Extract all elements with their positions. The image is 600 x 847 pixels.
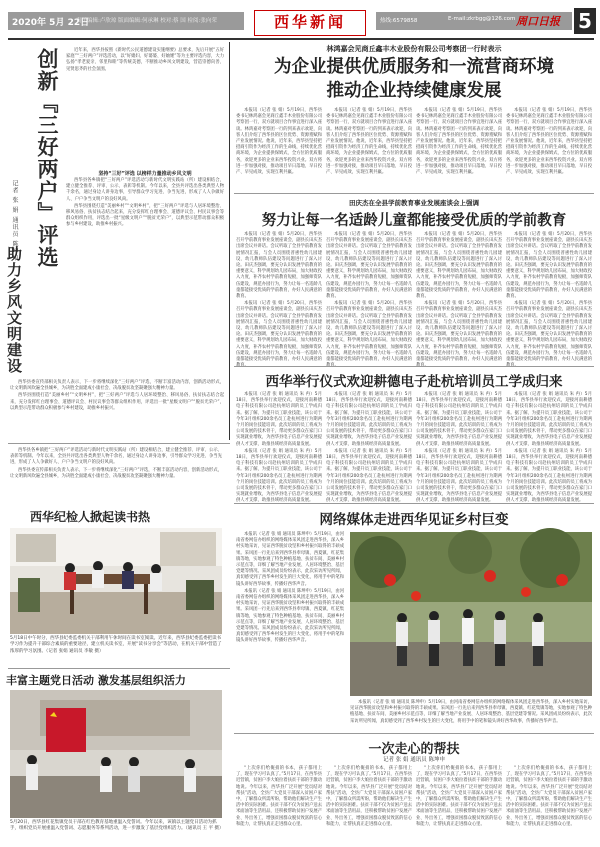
lead-left-byline: 记者 张 娟 通讯员 陈坤申 bbox=[11, 180, 18, 262]
training-para-2b: 本报讯（记者 张 娟 通讯员 朱 冉）5月18日，西华县举行欢迎仪式，迎接河南耕德电子科技有限公司赴杭州培训的员工学成归来。据了解，为提升员工职业技能，该公司于今年3月组织200余名员工赴杭州进行为期两个月的岗位技能培训。此次培训的员工将成为公司发展的技术骨干，带动更多群众在家门口实现就业增收，为西华县电子信息产业发展提供人才支撑，助推县域经济高质量发展。 bbox=[326, 448, 412, 504]
lead-left-para-1: 近年来，西华县按照《新时代公民道德建设实施纲要》总要求，先后开展“五好家庭”“三好两户”评选活动，以“好媳妇、好婆婆、好妯娌”等为主要评选内容，大力弘扬“孝老爱亲、邻里和睦”等传统美德，不断推动乡风文明建设，营造崇德向善、见贤思齐的社会氛围。 bbox=[66, 48, 224, 72]
help-col-4 bbox=[506, 766, 592, 842]
masthead-rule bbox=[8, 38, 594, 40]
divider-5 bbox=[234, 503, 594, 504]
education-para-3b: 本报讯（记者 张 娟）5月20日，西华县召开学前教育事业发展座谈会，副县长田庆杰出席会议并讲话。会议听取了全县学前教育发展情况汇报，与会人员围绕普惠性幼儿园建设、幼儿教师队伍建设等问题进行了深入讨论。田庆杰强调，要充分认识发展学前教育的重要意义，科学规划幼儿园布局，加大财政投入力度，补齐农村学前教育短板，加强师资队伍建设，规范办园行为，努力让每一名适龄儿童都能接受优质的学前教育，办好人民满意的 bbox=[416, 301, 502, 363]
help-para-2: “上次你们给俺捐的书本，孩子都用上了，现在学习可认真了。”5月17日，在西华县迟营镇，贫困户李大娘拉着扶贫干部的手激动地说。今年以来，西华县广泛开展“党员结对帮扶”活动，全县广大党员干部深入贫困户家中，了解群众所需所盼，帮助他们解决生产生活中的实际困难。扶贫干部不仅为贫困户送去米面油等生活用品，还积极帮助贫困户发展产业、外出务工，增强贫困群众脱贫致富的信心和能力，让帮扶真正走进群众心里。 bbox=[326, 766, 412, 827]
lead-left-subhead: 坚持“三好”评选 以榜样力量推动乡风文明 bbox=[98, 171, 192, 177]
hotline: 热线:6579858 bbox=[380, 18, 418, 24]
help-para-4: “上次你们给俺捐的书本，孩子都用上了，现在学习可认真了。”5月17日，在西华县迟营镇，贫困户李大娘拉着扶贫干部的手激动地说。今年以来，西华县广泛开展“党员结对帮扶”活动，全县广大党员干部深入贫困户家中，了解群众所需所盼，帮助他们解决生产生活中的实际困难。扶贫干部不仅为贫困户送去米面油等生活用品，还积极帮助贫困户发展产业、外出务工，增强贫困群众脱贫致富的信心和能力，让帮扶真正走进群众心里。 bbox=[506, 766, 592, 827]
training-col-3 bbox=[416, 392, 502, 504]
education-para-4: 本报讯（记者 张 娟）5月20日，西华县召开学前教育事业发展座谈会，副县长田庆杰出席会议并讲话。会议听取了全县学前教育发展情况汇报，与会人员围绕普惠性幼儿园建设、幼儿教师队伍建设等问题进行了深入讨论。田庆杰强调，要充分认识发展学前教育的重要意义，科学规划幼儿园布局，加大财政投入力度，补齐农村学前教育短板，加强师资队伍建设，规范办园行为，努力让每一名适龄儿童都能接受优质的学前教育，办好人民满意的教育。 bbox=[506, 232, 592, 300]
lead-left-body bbox=[66, 48, 224, 168]
education-kicker: 田庆杰在全县学前教育事业发展座谈会上强调 bbox=[349, 199, 479, 207]
reading-headline: 西华纪检人掀起读书热 bbox=[30, 510, 151, 524]
left-continuation-para-1: 西华县各乡镇把“三好两户”评选活动与新时代文明实践站（所）建设相结合，建立健全推荐、评审、公示、表彰等机制。今年以来，全县共评选出各类典型人物千余名，通过身边人讲身边事，引导群众学习先进、争当先进，形成了人人争做好人、户户争当文明户的良好风尚。 bbox=[10, 448, 222, 466]
lead-main-col-4 bbox=[506, 108, 592, 190]
training-headline: 西华举行仪式欢迎耕德电子赴杭培训员工学成归来 bbox=[265, 374, 563, 390]
help-para-1: “上次你们给俺捐的书本，孩子都用上了，现在学习可认真了。”5月17日，在西华县迟营镇，贫困户李大娘拉着扶贫干部的手激动地说。今年以来，西华县广泛开展“党员结对帮扶”活动，全县广大党员干部深入贫困户家中，了解群众所需所盼，帮助他们解决生产生活中的实际困难。扶贫干部不仅为贫困户送去米面油等生活用品，还积极帮助贫困户发展产业、外出务工，增强贫困群众脱贫致富的信心和能力，让帮扶真正走进群众心里。 bbox=[236, 766, 322, 827]
education-para-1b: 本报讯（记者 张 娟）5月20日，西华县召开学前教育事业发展座谈会，副县长田庆杰出席会议并讲话。会议听取了全县学前教育发展情况汇报，与会人员围绕普惠性幼儿园建设、幼儿教师队伍建设等问题进行了深入讨论。田庆杰强调，要充分认识发展学前教育的重要意义，科学规划幼儿园布局，加大财政投入力度，补齐农村学前教育短板，加强师资队伍建设，规范办园行为，努力让每一名适龄儿童都能接受优质的学前教育，办好人民满意的 bbox=[236, 301, 322, 363]
email: E-mail:zkrbgg@126.com bbox=[448, 16, 516, 22]
education-col-1 bbox=[236, 232, 322, 362]
help-col-2 bbox=[326, 766, 412, 842]
lead-main-para-3: 本报讯（记者 张 娟）5月19日，西华县委书记林鸿嘉会见商丘鑫丰木业股份有限公司考察团一行，双方就项目合作事宜进行深入座谈。林鸿嘉对考察团一行的到来表示欢迎，向客人们介绍了西华县的区位优势、资源禀赋和产业发展情况。他说，近年来，西华县坚持把招商引资作为经济工作的生命线，持续优化营商环境，为企业提供保姆式、全方位的优质服务，欢迎更多的企业来西华投资兴业。双方将进一步加强对接，推动项目早日落地、早日投产、早见成效，实现互利共赢。 bbox=[416, 108, 502, 176]
media-headline: 网络媒体走进西华见证乡村巨变 bbox=[319, 512, 509, 528]
lead-main-headline-1: 为企业提供优质服务和一流营商环境 bbox=[274, 57, 554, 77]
lead-left-para-5: 西华县围绕打造“美丽乡村”“文明乡村”，把“三好两户”评选与人居环境整治、移风易俗、扶贫扶志结合起来，充分发挥红白理事会、道德评议会、村民议事会等群众组织作用，评选出一批“星级文明户”“脱贫光荣户”，以典型示范带动群众积极参与乡村建设，助推乡村振兴。 bbox=[10, 393, 224, 411]
lead-main-col-2 bbox=[326, 108, 412, 190]
help-headline: 一次走心的帮扶 bbox=[368, 742, 460, 757]
media-para-3: 本报讯（记者 张 娟 通讯员 陈坤申）5月19日，由河南省委网信办组织的网络媒体采风团走进西华县，深入乡村实地采访，见证西华脱贫攻坚和乡村振兴取得的丰硕成果。采风团一行先后来到西华县奉母镇、西夏镇、红花集镇等地，实地参观了特色种植基地、扶贫车间、美丽乡村示范点等，详细了解当地产业发展、人居环境整治、基层党建等情况。采风团成员纷纷表示，此次采访所见所闻，真切感受到了西华乡村发生的巨大变化，将用手中的笔和镜头讲好西华故事，传播好西华声音。 bbox=[350, 700, 592, 724]
education-col-2 bbox=[326, 232, 412, 362]
training-col-1 bbox=[236, 392, 322, 504]
media-visit-illustration bbox=[350, 532, 592, 696]
party-headline: 丰富主题党日活动 激发基层组织活力 bbox=[6, 674, 186, 687]
lead-left-body-3 bbox=[10, 380, 224, 442]
lead-left-para-3: 西华县围绕打造“美丽乡村”“文明乡村”，把“三好两户”评选与人居环境整治、移风易俗、扶贫扶志结合起来，充分发挥红白理事会、道德评议会、村民议事会等群众组织作用，评选出一批“星级文明户”“脱贫光荣户”，以典型示范带动群众积极参与乡村建设，助推乡村振兴。 bbox=[66, 203, 224, 228]
divider-1 bbox=[234, 193, 594, 194]
lead-main-col-3 bbox=[416, 108, 502, 190]
help-col-1 bbox=[236, 766, 322, 842]
page-number: 5 bbox=[574, 8, 596, 34]
issue-date: 2020年 5月 22日 bbox=[12, 18, 90, 28]
media-visit-photo bbox=[350, 532, 592, 696]
media-para-2: 本报讯（记者 张 娟 通讯员 陈坤申）5月19日，由河南省委网信办组织的网络媒体采风团走进西华县，深入乡村实地采访，见证西华脱贫攻坚和乡村振兴取得的丰硕成果。采风团一行先后来到西华县奉母镇、西夏镇、红花集镇等地，实地参观了特色种植基地、扶贫车间、美丽乡村示范点等，详细了解当地产业发展、人居环境整治、基层党建等情况。采风团成员纷纷表示，此次采访所见所闻，真切感受到了西华乡村发生的巨大变化，将用手中的笔和镜头讲好西华故事，传播好西华声音。 bbox=[236, 588, 344, 644]
left-continuation-para-2: 西华县委宣传部相关负责人表示，下一步将继续深化“三好两户”评选，不断丰富活动内容，创新活动形式，让文明新风吹遍全县城乡，为决胜全面建成小康社会、决战脱贫攻坚凝聚强大精神力量。 bbox=[10, 467, 222, 479]
training-para-3b: 本报讯（记者 张 娟 通讯员 朱 冉）5月18日，西华县举行欢迎仪式，迎接河南耕德电子科技有限公司赴杭州培训的员工学成归来。据了解，为提升员工职业技能，该公司于今年3月组织200余名员工赴杭州进行为期两个月的岗位技能培训。此次培训的员工将成为公司发展的技术骨干，带动更多群众在家门口实现就业增收，为西华县电子信息产业发展提供人才支撑，助推县域经济高质量发展。 bbox=[416, 448, 502, 504]
masthead bbox=[8, 6, 594, 40]
education-para-3: 本报讯（记者 张 娟）5月20日，西华县召开学前教育事业发展座谈会，副县长田庆杰出席会议并讲话。会议听取了全县学前教育发展情况汇报，与会人员围绕普惠性幼儿园建设、幼儿教师队伍建设等问题进行了深入讨论。田庆杰强调，要充分认识发展学前教育的重要意义，科学规划幼儿园布局，加大财政投入力度，补齐农村学前教育短板，加强师资队伍建设，规范办园行为，努力让每一名适龄儿童都能接受优质的学前教育，办好人民满意的教育。 bbox=[416, 232, 502, 300]
divider-2 bbox=[234, 366, 594, 367]
left-continuation bbox=[10, 448, 222, 504]
column-divider bbox=[229, 42, 230, 440]
editor-credits: 责任编辑:卢欣琼 版面编辑:何承琳 校对:蔡 国 检阅:张向荣 bbox=[76, 18, 217, 24]
training-col-2 bbox=[326, 392, 412, 504]
lead-main-col-1 bbox=[236, 108, 322, 190]
lead-left-para-2: 西华县各乡镇把“三好两户”评选活动与新时代文明实践站（所）建设相结合，建立健全推荐、评审、公示、表彰等机制。今年以来，全县共评选出各类典型人物千余名，通过身边人讲身边事，引导群众学习先进、争当先进，形成了人人争做好人、户户争当文明户的良好风尚。 bbox=[66, 178, 224, 202]
lead-main-kicker: 林鸿嘉会见商丘鑫丰木业股份有限公司考察团一行时表示 bbox=[326, 45, 502, 53]
newspaper-logo: 周口日报 bbox=[516, 15, 560, 28]
media-col-2 bbox=[350, 700, 592, 732]
education-para-4b: 本报讯（记者 张 娟）5月20日，西华县召开学前教育事业发展座谈会，副县长田庆杰出席会议并讲话。会议听取了全县学前教育发展情况汇报，与会人员围绕普惠性幼儿园建设、幼儿教师队伍建设等问题进行了深入讨论。田庆杰强调，要充分认识发展学前教育的重要意义，科学规划幼儿园布局，加大财政投入力度，补齐农村学前教育短板，加强师资队伍建设，规范办园行为，努力让每一名适龄儿童都能接受优质的学前教育，办好人民满意的 bbox=[506, 301, 592, 363]
section-title: 西华新闻 bbox=[254, 10, 366, 36]
party-day-photo bbox=[10, 690, 222, 818]
lead-main-para-4: 本报讯（记者 张 娟）5月19日，西华县委书记林鸿嘉会见商丘鑫丰木业股份有限公司考察团一行，双方就项目合作事宜进行深入座谈。林鸿嘉对考察团一行的到来表示欢迎，向客人们介绍了西华县的区位优势、资源禀赋和产业发展情况。他说，近年来，西华县坚持把招商引资作为经济工作的生命线，持续优化营商环境，为企业提供保姆式、全方位的优质服务，欢迎更多的企业来西华投资兴业。双方将进一步加强对接，推动项目早日落地、早日投产、早见成效，实现互利共赢。 bbox=[506, 108, 592, 176]
training-para-2: 本报讯（记者 张 娟 通讯员 朱 冉）5月18日，西华县举行欢迎仪式，迎接河南耕德电子科技有限公司赴杭州培训的员工学成归来。据了解，为提升员工职业技能，该公司于今年3月组织200余名员工赴杭州进行为期两个月的岗位技能培训。此次培训的员工将成为公司发展的技术骨干，带动更多群众在家门口实现就业增收，为西华县电子信息产业发展提供人才支撑，助推县域经济高质量发展。 bbox=[326, 392, 412, 447]
lead-main-headline-2: 推动企业持续健康发展 bbox=[326, 81, 502, 101]
help-para-3: “上次你们给俺捐的书本，孩子都用上了，现在学习可认真了。”5月17日，在西华县迟营镇，贫困户李大娘拉着扶贫干部的手激动地说。今年以来，西华县广泛开展“党员结对帮扶”活动，全县广大党员干部深入贫困户家中，了解群众所需所盼，帮助他们解决生产生活中的实际困难。扶贫干部不仅为贫困户送去米面油等生活用品，还积极帮助贫困户发展产业、外出务工，增强贫困群众脱贫致富的信心和能力，让帮扶真正走进群众心里。 bbox=[416, 766, 502, 827]
education-col-3 bbox=[416, 232, 502, 362]
training-para-4: 本报讯（记者 张 娟 通讯员 朱 冉）5月18日，西华县举行欢迎仪式，迎接河南耕德电子科技有限公司赴杭州培训的员工学成归来。据了解，为提升员工职业技能，该公司于今年3月组织200余名员工赴杭州进行为期两个月的岗位技能培训。此次培训的员工将成为公司发展的技术骨干，带动更多群众在家门口实现就业增收，为西华县电子信息产业发展提供人才支撑，助推县域经济高质量发展。 bbox=[506, 392, 592, 447]
divider-6 bbox=[234, 733, 594, 734]
training-para-4b: 本报讯（记者 张 娟 通讯员 朱 冉）5月18日，西华县举行欢迎仪式，迎接河南耕德电子科技有限公司赴杭州培训的员工学成归来。据了解，为提升员工职业技能，该公司于今年3月组织200余名员工赴杭州进行为期两个月的岗位技能培训。此次培训的员工将成为公司发展的技术骨干，带动更多群众在家门口实现就业增收，为西华县电子信息产业发展提供人才支撑，助推县域经济高质量发展。 bbox=[506, 448, 592, 504]
lead-left-headline-1: 创新『三好两户』评选 bbox=[35, 48, 60, 268]
media-para-1: 本报讯（记者 张 娟 通讯员 陈坤申）5月19日，由河南省委网信办组织的网络媒体采风团走进西华县，深入乡村实地采访，见证西华脱贫攻坚和乡村振兴取得的丰硕成果。采风团一行先后来到西华县奉母镇、西夏镇、红花集镇等地，实地参观了特色种植基地、扶贫车间、美丽乡村示范点等，详细了解当地产业发展、人居环境整治、基层党建等情况。采风团成员纷纷表示，此次采访所见所闻，真切感受到了西华乡村发生的巨大变化，将用手中的笔和镜头讲好西华故事，传播好西华声音。 bbox=[236, 532, 344, 587]
lead-left-para-4: 西华县委宣传部相关负责人表示，下一步将继续深化“三好两户”评选，不断丰富活动内容，创新活动形式，让文明新风吹遍全县城乡，为决胜全面建成小康社会、决战脱贫攻坚凝聚强大精神力量。 bbox=[10, 380, 224, 392]
divider-4 bbox=[8, 668, 230, 669]
education-para-2b: 本报讯（记者 张 娟）5月20日，西华县召开学前教育事业发展座谈会，副县长田庆杰出席会议并讲话。会议听取了全县学前教育发展情况汇报，与会人员围绕普惠性幼儿园建设、幼儿教师队伍建设等问题进行了深入讨论。田庆杰强调，要充分认识发展学前教育的重要意义，科学规划幼儿园布局，加大财政投入力度，补齐农村学前教育短板，加强师资队伍建设，规范办园行为，努力让每一名适龄儿童都能接受优质的学前教育，办好人民满意的 bbox=[326, 301, 412, 363]
help-col-3 bbox=[416, 766, 502, 842]
training-para-1b: 本报讯（记者 张 娟 通讯员 朱 冉）5月18日，西华县举行欢迎仪式，迎接河南耕德电子科技有限公司赴杭州培训的员工学成归来。据了解，为提升员工职业技能，该公司于今年3月组织200余名员工赴杭州进行为期两个月的岗位技能培训。此次培训的员工将成为公司发展的技术骨干，带动更多群众在家门口实现就业增收，为西华县电子信息产业发展提供人才支撑，助推县域经济高质量发展。 bbox=[236, 448, 322, 504]
party-caption: 5月20日，西华县红花集镇党员干部在红色教育基地重温入党誓词。今年以来，该镇以主题党日活动为抓手，组织党员开展重温入党誓词、志愿服务等系列活动，进一步激发了基层党组织活力。（通讯员 王 平 摄） bbox=[10, 820, 224, 832]
education-para-2: 本报讯（记者 张 娟）5月20日，西华县召开学前教育事业发展座谈会，副县长田庆杰出席会议并讲话。会议听取了全县学前教育发展情况汇报，与会人员围绕普惠性幼儿园建设、幼儿教师队伍建设等问题进行了深入讨论。田庆杰强调，要充分认识发展学前教育的重要意义，科学规划幼儿园布局，加大财政投入力度，补齐农村学前教育短板，加强师资队伍建设，规范办园行为，努力让每一名适龄儿童都能接受优质的学前教育，办好人民满意的教育。 bbox=[326, 232, 412, 300]
training-para-1: 本报讯（记者 张 娟 通讯员 朱 冉）5月18日，西华县举行欢迎仪式，迎接河南耕德电子科技有限公司赴杭州培训的员工学成归来。据了解，为提升员工职业技能，该公司于今年3月组织200余名员工赴杭州进行为期两个月的岗位技能培训。此次培训的员工将成为公司发展的技术骨干，带动更多群众在家门口实现就业增收，为西华县电子信息产业发展提供人才支撑，助推县域经济高质量发展。 bbox=[236, 392, 322, 447]
education-col-4 bbox=[506, 232, 592, 362]
help-byline: 记者 张 娟 通讯员 陈坤申 bbox=[383, 757, 445, 763]
party-day-illustration bbox=[10, 690, 222, 818]
reading-caption: 5月18日中午时分，西华县纪委监委机关干部利用午休时间在读书室阅读。近年来，西华县纪委监委把读书学习作为提升干部综合素质的重要途径，建立机关读书室，开展“读书分享会”等活动，在机关干部中营造了浓厚的学习氛围。（记者 张娟 通讯员 李敏 摄） bbox=[10, 636, 222, 654]
education-headline: 努力让每一名适龄儿童都能接受优质的学前教育 bbox=[261, 212, 567, 229]
lead-main-para-2: 本报讯（记者 张 娟）5月19日，西华县委书记林鸿嘉会见商丘鑫丰木业股份有限公司考察团一行，双方就项目合作事宜进行深入座谈。林鸿嘉对考察团一行的到来表示欢迎，向客人们介绍了西华县的区位优势、资源禀赋和产业发展情况。他说，近年来，西华县坚持把招商引资作为经济工作的生命线，持续优化营商环境，为企业提供保姆式、全方位的优质服务，欢迎更多的企业来西华投资兴业。双方将进一步加强对接，推动项目早日落地、早日投产、早见成效，实现互利共赢。 bbox=[326, 108, 412, 176]
training-col-4 bbox=[506, 392, 592, 504]
media-col-1 bbox=[236, 532, 344, 722]
reading-room-photo bbox=[10, 528, 222, 634]
lead-main-para-1: 本报讯（记者 张 娟）5月19日，西华县委书记林鸿嘉会见商丘鑫丰木业股份有限公司考察团一行，双方就项目合作事宜进行深入座谈。林鸿嘉对考察团一行的到来表示欢迎，向客人们介绍了西华县的区位优势、资源禀赋和产业发展情况。他说，近年来，西华县坚持把招商引资作为经济工作的生命线，持续优化营商环境，为企业提供保姆式、全方位的优质服务，欢迎更多的企业来西华投资兴业。双方将进一步加强对接，推动项目早日落地、早日投产、早见成效，实现互利共赢。 bbox=[236, 108, 322, 176]
training-para-3: 本报讯（记者 张 娟 通讯员 朱 冉）5月18日，西华县举行欢迎仪式，迎接河南耕德电子科技有限公司赴杭州培训的员工学成归来。据了解，为提升员工职业技能，该公司于今年3月组织200余名员工赴杭州进行为期两个月的岗位技能培训。此次培训的员工将成为公司发展的技术骨干，带动更多群众在家门口实现就业增收，为西华县电子信息产业发展提供人才支撑，助推县域经济高质量发展。 bbox=[416, 392, 502, 447]
lead-left-body-2 bbox=[66, 178, 224, 278]
reading-room-illustration bbox=[10, 528, 222, 634]
lead-left-headline-2: 助力乡风文明建设 bbox=[5, 246, 23, 374]
education-para-1: 本报讯（记者 张 娟）5月20日，西华县召开学前教育事业发展座谈会，副县长田庆杰出席会议并讲话。会议听取了全县学前教育发展情况汇报，与会人员围绕普惠性幼儿园建设、幼儿教师队伍建设等问题进行了深入讨论。田庆杰强调，要充分认识发展学前教育的重要意义，科学规划幼儿园布局，加大财政投入力度，补齐农村学前教育短板，加强师资队伍建设，规范办园行为，努力让每一名适龄儿童都能接受优质的学前教育，办好人民满意的教育。 bbox=[236, 232, 322, 300]
divider-3 bbox=[8, 443, 230, 444]
